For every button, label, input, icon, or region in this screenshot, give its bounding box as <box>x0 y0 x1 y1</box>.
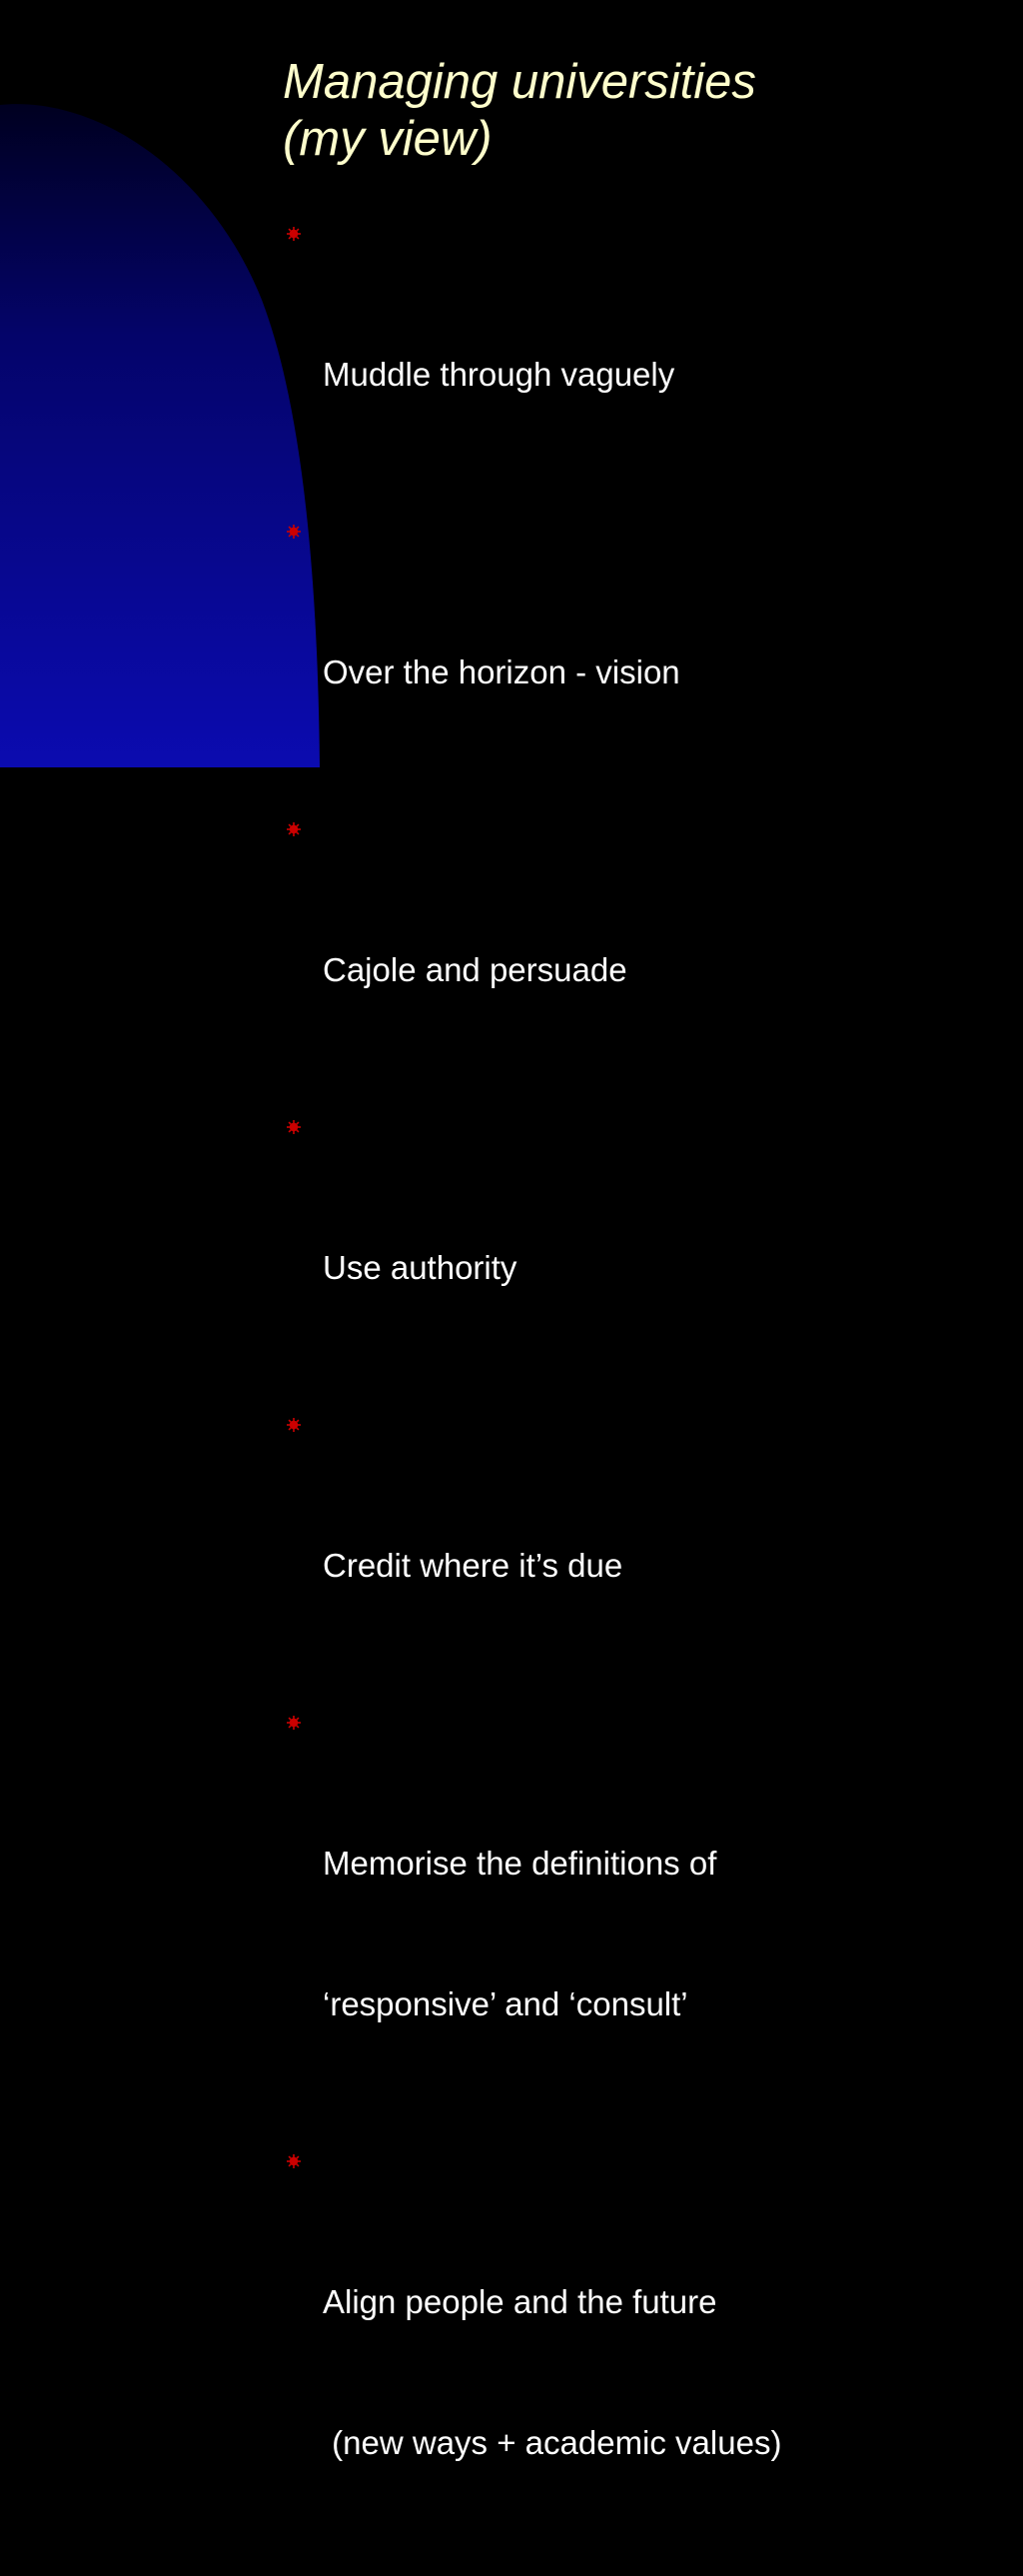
red-sparkle-icon <box>286 1715 302 1731</box>
red-sparkle-icon <box>286 1119 302 1135</box>
red-sparkle-icon <box>286 524 302 540</box>
bullet-list <box>284 210 781 2576</box>
bullet-text-continued: ‘responsive’ and ‘consult’ <box>323 1985 688 2022</box>
bullet-text: Cajole and persuade <box>323 951 627 988</box>
bullet-text: Align people and the future <box>323 2283 717 2320</box>
red-sparkle-icon <box>286 821 302 837</box>
bullet-text-continued: (new ways + academic values) <box>323 2424 782 2461</box>
red-sparkle-icon <box>286 1417 302 1433</box>
slide-title-line-2: (my view) <box>283 112 493 166</box>
red-sparkle-icon <box>286 226 302 242</box>
bullet-item <box>284 1699 781 2121</box>
bullet-text: Memorise the definitions of <box>323 1845 717 1882</box>
slide-title-line-1: Managing universities <box>283 55 756 109</box>
bullet-text: Use authority <box>323 1249 517 1286</box>
bullet-item <box>284 805 781 1087</box>
bullet-item <box>284 508 781 789</box>
bullet-item <box>284 2137 781 2560</box>
bullet-text: Credit where it’s due <box>323 1547 623 1584</box>
red-sparkle-icon <box>286 2153 302 2169</box>
slide-title <box>283 54 756 168</box>
bullet-item <box>284 1103 781 1385</box>
bullet-text: Muddle through vaguely <box>323 356 675 393</box>
bullet-text: Over the horizon - vision <box>323 653 680 690</box>
bullet-item <box>284 1401 781 1683</box>
bullet-item <box>284 210 781 492</box>
